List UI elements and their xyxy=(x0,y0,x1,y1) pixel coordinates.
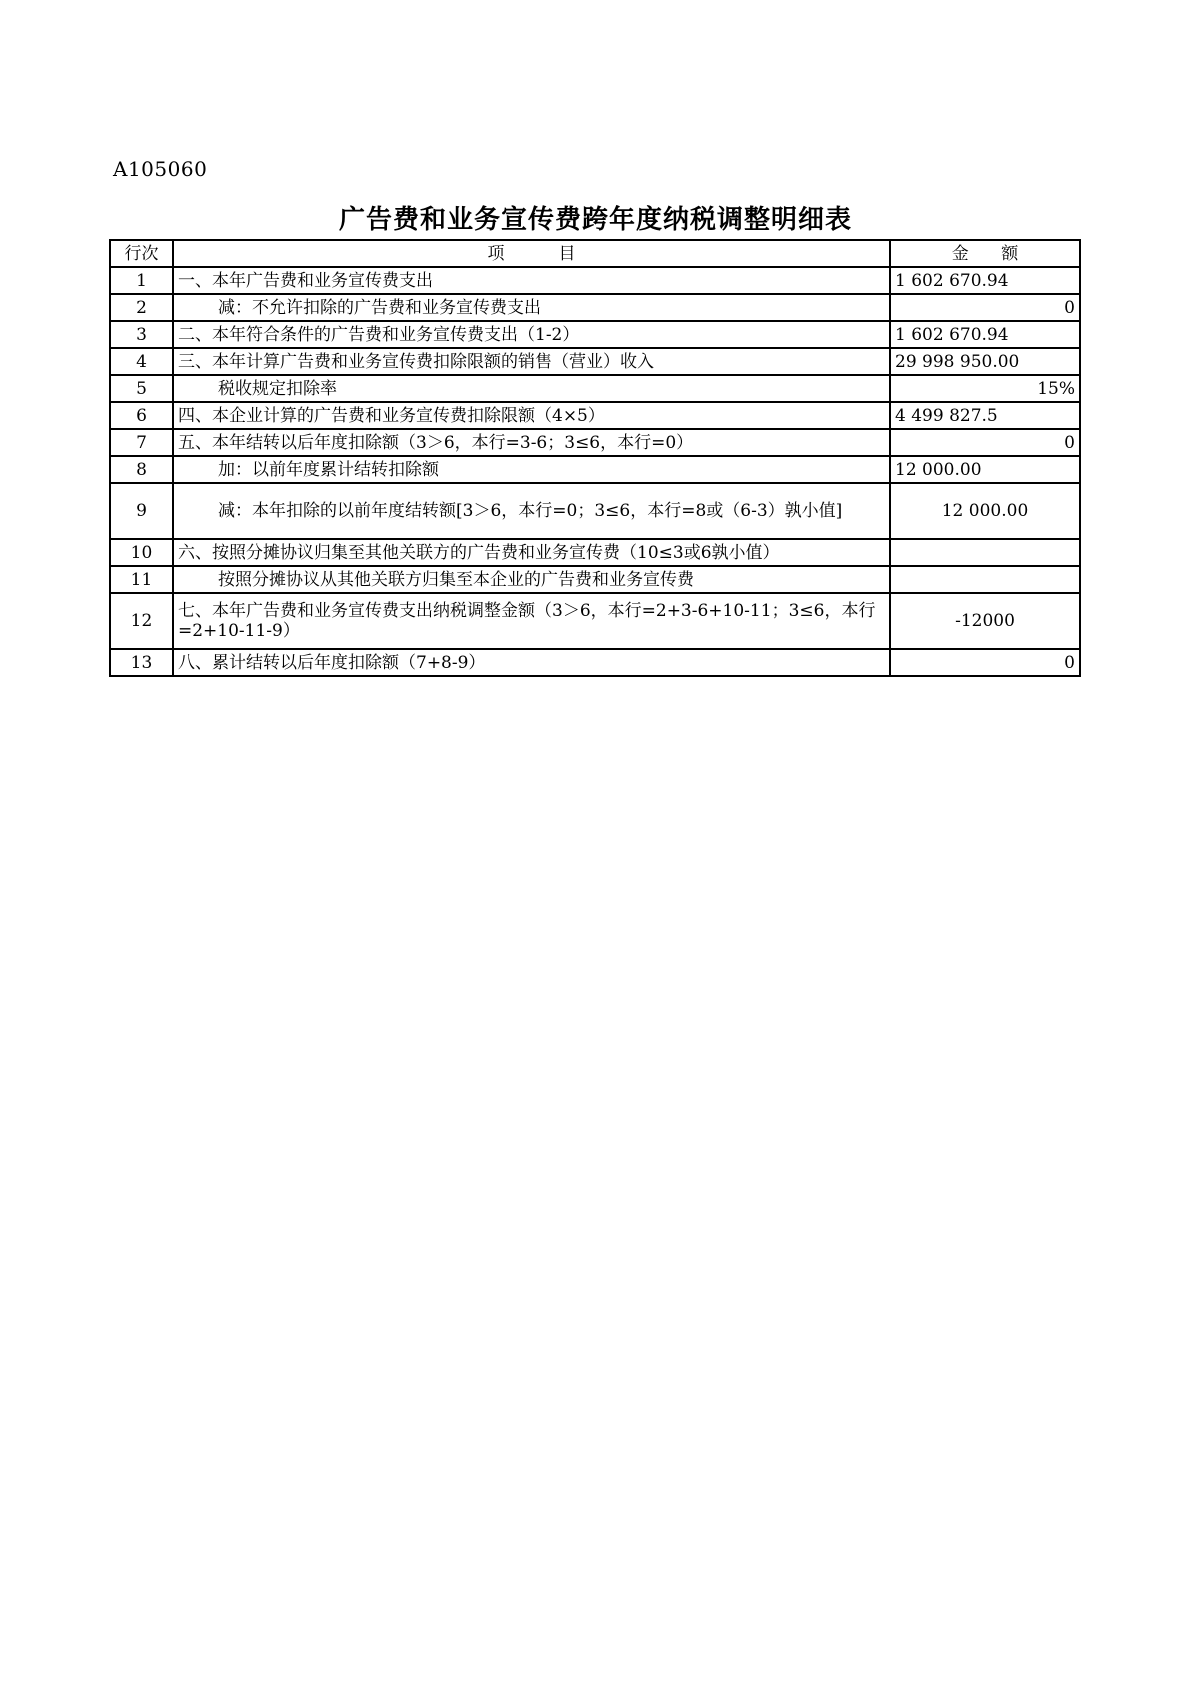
table-row xyxy=(110,294,1080,321)
table-row xyxy=(110,649,1080,676)
amount-cell[interactable]: 4 499 827.5 xyxy=(890,402,1080,429)
table-row xyxy=(110,348,1080,375)
table-header-row xyxy=(110,240,1080,267)
amount-cell[interactable]: 0 xyxy=(890,429,1080,456)
table-row xyxy=(110,593,1080,649)
item-label: 减：本年扣除的以前年度结转额[3＞6，本行=0；3≤6，本行=8或（6-3）孰小值] xyxy=(173,483,890,539)
item-label: 减：不允许扣除的广告费和业务宣传费支出 xyxy=(173,294,890,321)
item-label: 五、本年结转以后年度扣除额（3＞6，本行=3-6；3≤6，本行=0） xyxy=(173,429,890,456)
page-title: 广告费和业务宣传费跨年度纳税调整明细表 xyxy=(338,205,852,235)
amount-cell[interactable]: 0 xyxy=(890,294,1080,321)
table-row xyxy=(110,429,1080,456)
table-row xyxy=(110,321,1080,348)
amount-cell[interactable]: 1 602 670.94 xyxy=(890,321,1080,348)
line-no: 11 xyxy=(110,566,173,593)
table-row xyxy=(110,267,1080,294)
line-no: 2 xyxy=(110,294,173,321)
table-row xyxy=(110,483,1080,539)
table-row xyxy=(110,402,1080,429)
amount-cell[interactable] xyxy=(890,566,1080,593)
item-label: 一、本年广告费和业务宣传费支出 xyxy=(173,267,890,294)
item-label: 四、本企业计算的广告费和业务宣传费扣除限额（4×5） xyxy=(173,402,890,429)
form-code: A105060 xyxy=(113,157,208,181)
header-amount: 金 额 xyxy=(890,240,1080,267)
item-label: 二、本年符合条件的广告费和业务宣传费支出（1-2） xyxy=(173,321,890,348)
header-line-no: 行次 xyxy=(110,240,173,267)
item-label: 六、按照分摊协议归集至其他关联方的广告费和业务宣传费（10≤3或6孰小值） xyxy=(173,539,890,566)
amount-cell[interactable]: 12 000.00 xyxy=(890,483,1080,539)
amount-cell[interactable]: 15% xyxy=(890,375,1080,402)
line-no: 6 xyxy=(110,402,173,429)
line-no: 5 xyxy=(110,375,173,402)
line-no: 3 xyxy=(110,321,173,348)
item-label: 按照分摊协议从其他关联方归集至本企业的广告费和业务宣传费 xyxy=(173,566,890,593)
line-no: 7 xyxy=(110,429,173,456)
line-no: 10 xyxy=(110,539,173,566)
table-row xyxy=(110,566,1080,593)
line-no: 12 xyxy=(110,593,173,649)
line-no: 13 xyxy=(110,649,173,676)
amount-cell[interactable]: 0 xyxy=(890,649,1080,676)
item-label: 加：以前年度累计结转扣除额 xyxy=(173,456,890,483)
table-row xyxy=(110,456,1080,483)
line-no: 9 xyxy=(110,483,173,539)
item-label: 三、本年计算广告费和业务宣传费扣除限额的销售（营业）收入 xyxy=(173,348,890,375)
amount-cell[interactable]: -12000 xyxy=(890,593,1080,649)
header-item: 项 目 xyxy=(173,240,890,267)
item-label: 七、本年广告费和业务宣传费支出纳税调整金额（3＞6，本行=2+3-6+10-11；3≤6，本行=2+10-11-9） xyxy=(173,593,890,649)
detail-table xyxy=(109,239,1081,677)
line-no: 4 xyxy=(110,348,173,375)
amount-cell[interactable] xyxy=(890,539,1080,566)
line-no: 8 xyxy=(110,456,173,483)
table-row xyxy=(110,375,1080,402)
item-label: 税收规定扣除率 xyxy=(173,375,890,402)
amount-cell[interactable]: 1 602 670.94 xyxy=(890,267,1080,294)
amount-cell[interactable]: 12 000.00 xyxy=(890,456,1080,483)
line-no: 1 xyxy=(110,267,173,294)
table-row xyxy=(110,539,1080,566)
item-label: 八、累计结转以后年度扣除额（7+8-9） xyxy=(173,649,890,676)
amount-cell[interactable]: 29 998 950.00 xyxy=(890,348,1080,375)
